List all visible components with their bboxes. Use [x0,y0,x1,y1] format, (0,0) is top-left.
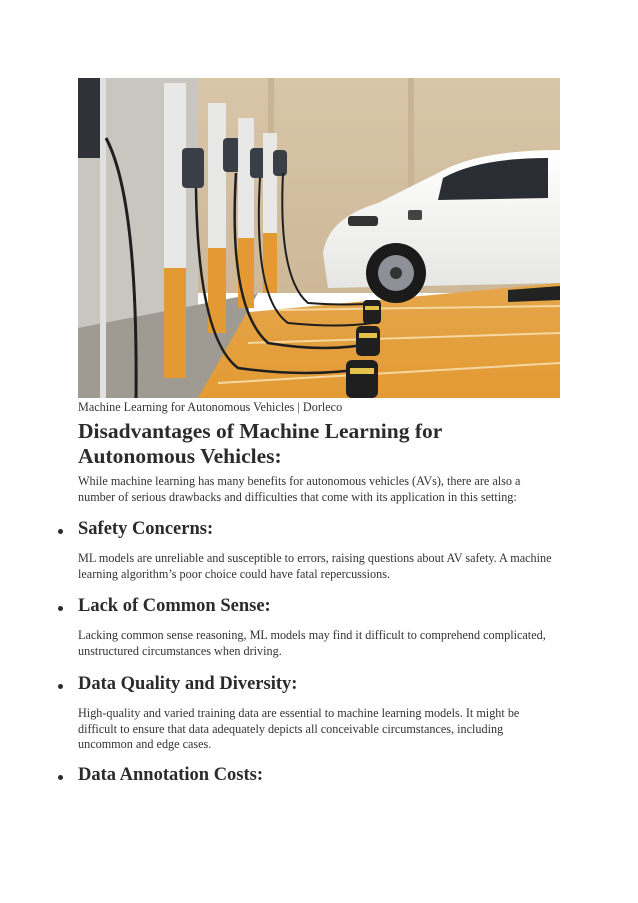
ev-charging-station-photo [78,78,560,398]
section-heading-annotation-costs: Data Annotation Costs: [78,765,264,785]
intro-paragraph: While machine learning has many benefits for autonomous vehicles (AVs), there are also a number of serious drawbacks and difficulties that come with its application in this setting: [78,474,521,504]
article-title [78,419,560,469]
section-heading-common-sense: Lack of Common Sense: [78,596,271,616]
article-title-line-1: Disadvantages of Machine Learning for [78,419,443,443]
section-heading-safety: Safety Concerns: [78,519,214,539]
bullet-icon [58,684,66,692]
bullet-icon [58,529,66,537]
bullet-icon [58,606,66,614]
section-heading-data-quality: Data Quality and Diversity: [78,674,298,694]
section-body-common-sense: Lacking common sense reasoning, ML models may find it difficult to comprehend complicated, unstructured circumstances when driving. [78,628,546,658]
figure-caption: Machine Learning for Autonomous Vehicles | Dorleco [78,400,343,414]
section-body-safety: ML models are unreliable and susceptible to errors, raising questions about AV safety. A machine learning algorithm’s poor choice could have fatal repercussions. [78,551,552,581]
bullet-icon [58,775,66,783]
section-body-data-quality: High-quality and varied training data are essential to machine learning models. It might be difficult to ensure that data adequately depicts all conceivable circumstances, including uncommon and edge cases. [78,706,520,751]
article-title-line-2: Autonomous Vehicles: [78,444,282,468]
